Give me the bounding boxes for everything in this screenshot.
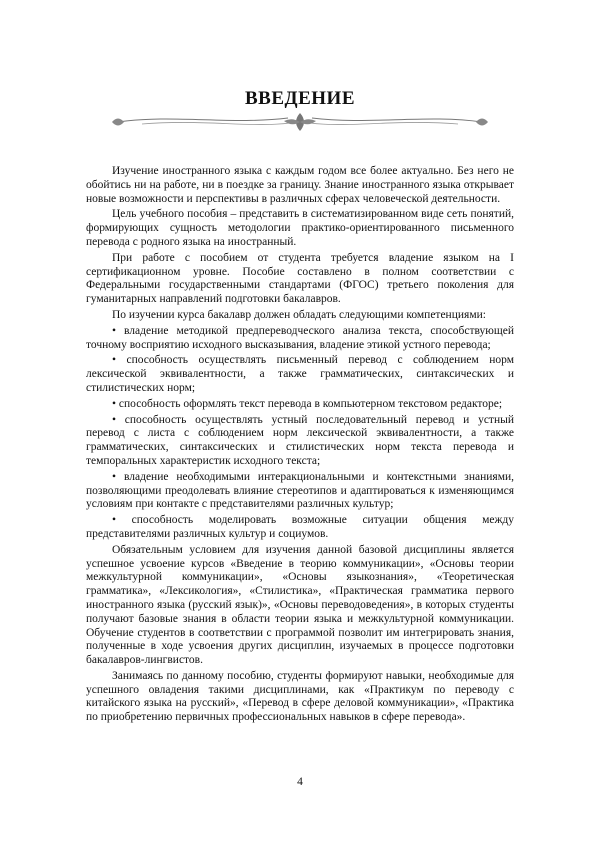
list-item: • способность осуществлять устный последовательный перевод и устный перевод с листа с соблюдением норм лексической эквивалентности, а также грамматических, синтаксических и стилистических норм текста перевода и темпоральных характеристик исходного текста; bbox=[86, 413, 514, 467]
paragraph: Цель учебного пособия – представить в систематизированном виде сеть понятий, формирующих сущность методологии практико-ориентированного письменного перевода с родного языка на иностранный. bbox=[86, 208, 514, 248]
paragraph: Обязательным условием для изучения данной базовой дисциплины является успешное усвоение курсов «Введение в теорию коммуникации», «Основы теории межкультурной коммуникации», «Основы языкознания», «Теоретическая грамматика», «Лексикология», «Стилистика», «Практическая грамматика первого иностранного языка (русский язык)», «Основы переводоведения», в которых студенты получают базовые знания в области теории языка и межкультурной коммуникации. Обучение студентов в соответствии с программой позволит им интегрировать знания, полученные в ходе усвоения других дисциплин, изучаемых в процессе подготовки бакалавров-лингвистов. bbox=[86, 543, 514, 667]
page-number: 4 bbox=[297, 776, 303, 788]
list-item: • способность осуществлять письменный перевод с соблюдением норм лексической эквивалентности, а также грамматических, синтаксических и стилистических норм; bbox=[86, 354, 514, 394]
paragraph: При работе с пособием от студента требуется владение языком на I сертификационном уровне. Пособие составлено в полном соответствии с Федеральными государственными стандартами (ФГОС) третьего поколения для гуманитарных направлений подготовки бакалавров. bbox=[86, 251, 514, 306]
list-item: • владение необходимыми интеракциональными и контекстными знаниями, позволяющими преодолевать влияние стереотипов и адаптироваться к изменяющимся условиям при контакте с представителями различных культур; bbox=[86, 470, 514, 511]
list-item: • способность моделировать возможные ситуации общения между представителями различных культур и социумов. bbox=[86, 514, 514, 540]
list-item: • способность оформлять текст перевода в компьютерном текстовом редакторе; bbox=[112, 397, 503, 410]
page-title: ВВЕДЕНИЕ bbox=[245, 88, 355, 109]
body-text bbox=[86, 165, 514, 727]
list-item: • владение методикой предпереводческого анализа текста, способствующей точному восприятию исходного высказывания, владение этикой устного перевода; bbox=[86, 324, 514, 351]
paragraph: Изучение иностранного языка с каждым годом все более актуально. Без него не обойтись ни на работе, ни в поездке за границу. Знание иностранного языка открывает новые возможности и перспективы в различных сферах человеческой деятельности. bbox=[86, 165, 514, 205]
paragraph: Занимаясь по данному пособию, студенты формируют навыки, необходимые для успешного овладения такими дисциплинами, как «Практикум по переводу с китайского языка на русский», «Перевод в сфере деловой коммуникации», «Практика по приобретению первичных профессиональных навыков в сфере перевода». bbox=[86, 669, 514, 724]
paragraph: По изучении курса бакалавр должен обладать следующими компетенциями: bbox=[112, 308, 486, 321]
ornamental-divider bbox=[112, 111, 488, 133]
